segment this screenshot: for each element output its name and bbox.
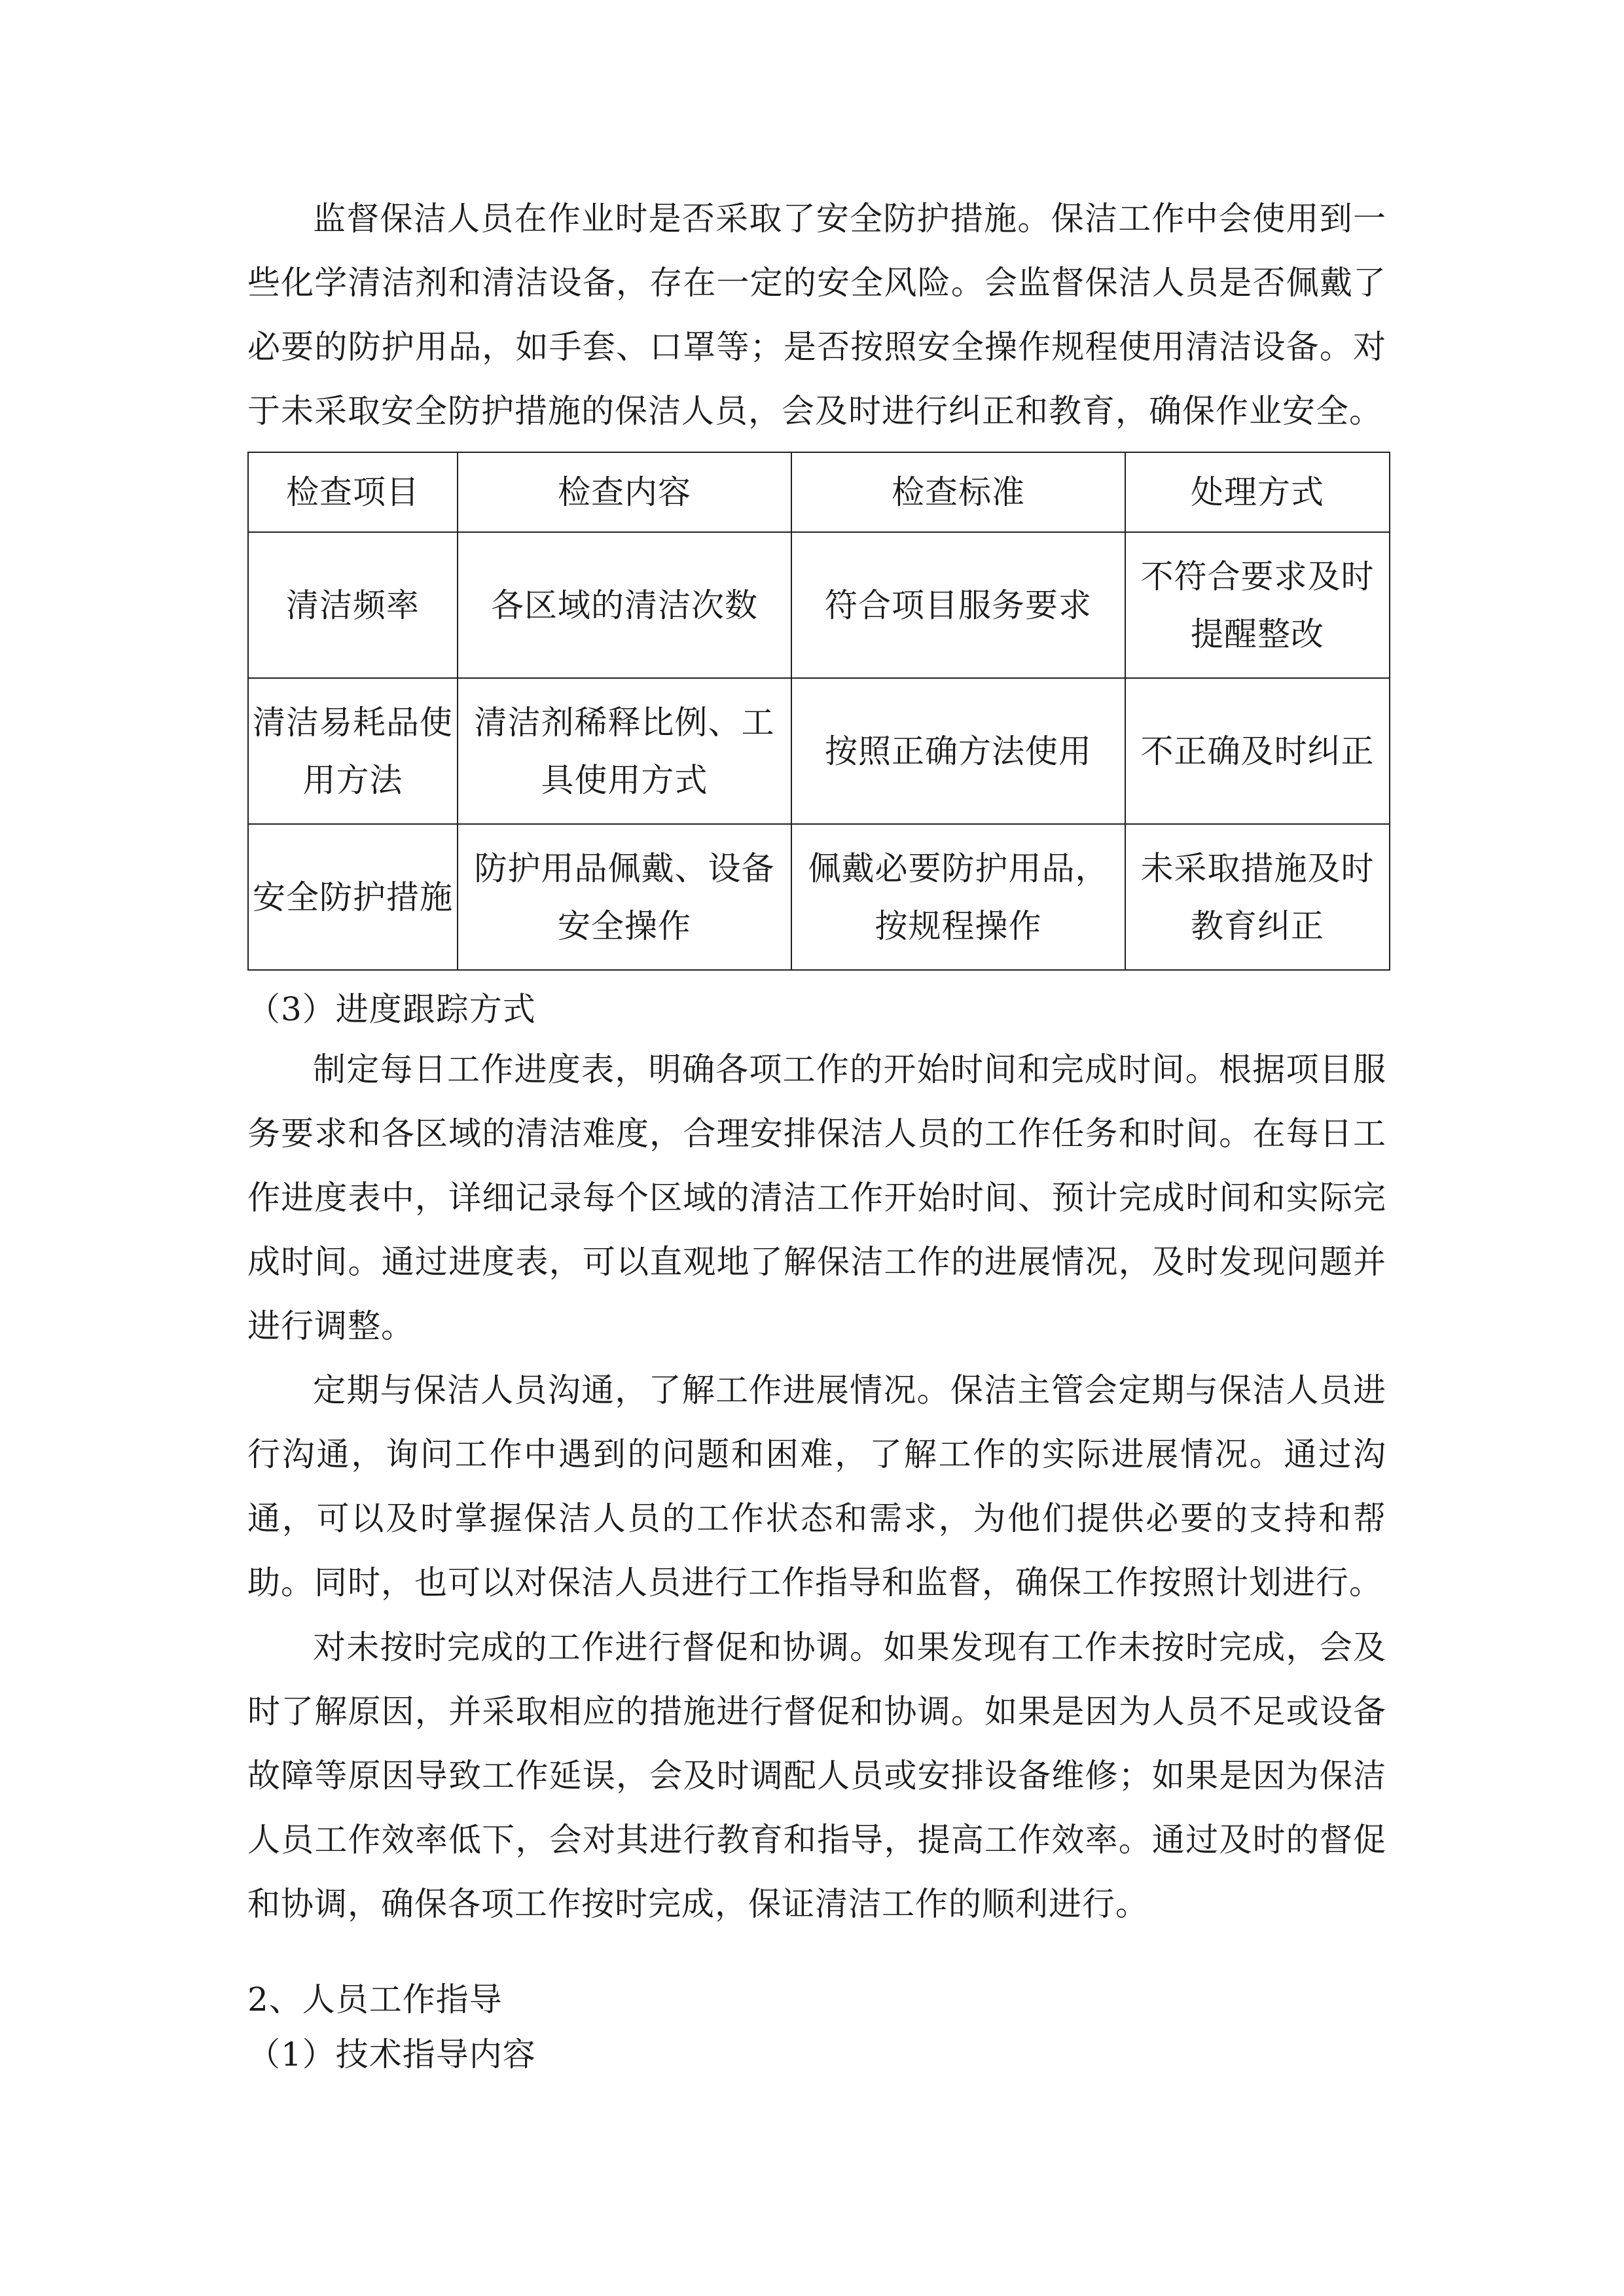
table-cell: 未采取措施及时教育纠正 — [1125, 824, 1390, 970]
table-cell: 符合项目服务要求 — [791, 532, 1125, 678]
progress-paragraph-schedule: 制定每日工作进度表，明确各项工作的开始时间和完成时间。根据项目服务要求和各区域的清洁难度，合理安排保洁人员的工作任务和时间。在每日工作进度表中，详细记录每个区域的清洁工作开始时间、预计完成时间和实际完成时间。通过进度表，可以直观地了解保洁工作的进展情况，及时发现问题并进行调整。 — [247, 1050, 1386, 1345]
progress-paragraph-communication: 定期与保洁人员沟通，了解工作进展情况。保洁主管会定期与保洁人员进行沟通，询问工作中遇到的问题和困难，了解工作的实际进展情况。通过沟通，可以及时掌握保洁人员的工作状态和需求，为他们提供必要的支持和帮助。同时，也可以对保洁人员进行工作指导和监督，确保工作按照计划进行。 — [247, 1371, 1386, 1602]
inspection-table — [247, 452, 1390, 971]
intro-paragraph: 监督保洁人员在作业时是否采取了安全防护措施。保洁工作中会使用到一些化学清洁剂和清洁设备，存在一定的安全风险。会监督保洁人员是否佩戴了必要的防护用品，如手套、口罩等；是否按照安全操作规程使用清洁设备。对于未采取安全防护措施的保洁人员，会及时进行纠正和教育，确保作业安全。 — [247, 200, 1386, 430]
table-cell: 佩戴必要防护用品，按规程操作 — [791, 824, 1125, 970]
table-cell: 清洁易耗品使用方法 — [248, 678, 458, 824]
section-heading-progress-tracking: （3）进度跟踪方式 — [247, 990, 536, 1028]
progress-paragraph-coordination: 对未按时完成的工作进行督促和协调。如果发现有工作未按时完成，会及时了解原因，并采取相应的措施进行督促和协调。如果是因为人员不足或设备故障等原因导致工作延误，会及时调配人员或安排设备维修；如果是因为保洁人员工作效率低下，会对其进行教育和指导，提高工作效率。通过及时的督促和协调，确保各项工作按时完成，保证清洁工作的顺利进行。 — [247, 1628, 1386, 1923]
table-cell: 清洁频率 — [248, 532, 458, 678]
table-row — [248, 678, 1390, 824]
table-header-row — [248, 452, 1390, 532]
table-cell: 防护用品佩戴、设备安全操作 — [458, 824, 791, 970]
header-check-content: 检查内容 — [458, 452, 791, 532]
table-cell: 清洁剂稀释比例、工具使用方式 — [458, 678, 791, 824]
table-cell: 不符合要求及时提醒整改 — [1125, 532, 1390, 678]
table-cell: 按照正确方法使用 — [791, 678, 1125, 824]
header-handling-method: 处理方式 — [1125, 452, 1390, 532]
table-row — [248, 824, 1390, 970]
table-cell: 不正确及时纠正 — [1125, 678, 1390, 824]
table-row — [248, 532, 1390, 678]
section-heading-staff-guidance: 2、人员工作指导 — [247, 1981, 503, 2018]
table-cell: 安全防护措施 — [248, 824, 458, 970]
subsection-heading-technical-guidance: （1）技术指导内容 — [247, 2036, 536, 2073]
header-check-item: 检查项目 — [248, 452, 458, 532]
header-check-standard: 检查标准 — [791, 452, 1125, 532]
table-cell: 各区域的清洁次数 — [458, 532, 791, 678]
